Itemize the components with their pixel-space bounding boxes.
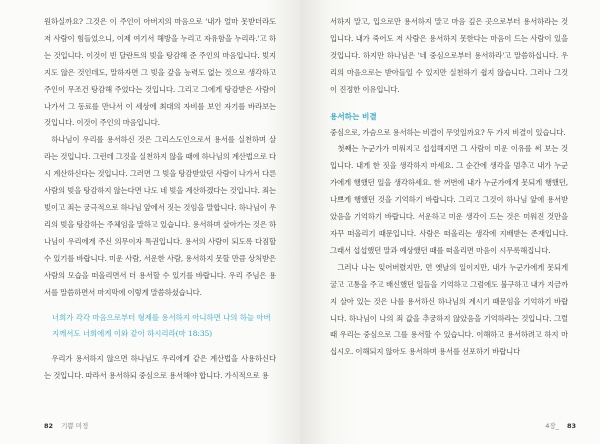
left-paragraph-1: 원하실까요? 그것은 이 주인이 아버지의 마음으로 '내가 얼마 못받더라도 저 사람이 힘들었으니, 이제 여기서 해방을 누리고 자유함을 누리라.'고 하는 것입니다. 이것이 빈 달란트의 빚을 탕감해 준 주인의 마음입니다. 빚지지도 않은 것인데도, 말하자면 그 빚을 갚을 능력도 없는 것으로 생각하고 주인이 무조건 탕감해 주었다는 것입니다. 그리고 그에게 탕감받은 사람이 나가서 그 동료를 만나서 이 세상에 최대의 자비를 보인 자기를 바라보는 것입니다. 이것이 주인의 마음입니다. <box>44 17 276 128</box>
left-page-number: 82 <box>44 422 54 430</box>
left-paragraph-2: 하나님이 우리를 용서하신 것은 그리스도인으로서 용서를 실천하며 살라는 것입니다. 그런데 그것을 실천하지 않을 때에 하나님의 계산법으로 다시 계산하신다는 것입니다. 그러면 그 빚을 탕감받았던 사람이 나가서 다른 사람의 빚을 탕감하지 않는다면 나도 네 빚을 계산하겠다는 것입니다. 죄는 빚이고 죄는 궁극적으로 하나님 앞에서 짓는 것임을 말합니다. 하나님이 우리의 빚을 탕감하는 주체임을 말하고 있습니다. 용서하며 살아가는 것은 하나님이 우리에게 주신 의무이자 특권입니다. 용서의 사람이 되도록 다짐할 수 있기를 바랍니다. 미운 사람, 서운한 사람, 용서하지 못할 만큼 상처받은 사람의 모습을 떠올리면서 더 용서할 수 있기를 바랍니다. 우리 주님은 용서를 말씀하면서 마지막에 이렇게 말씀하셨습니다. <box>44 135 276 297</box>
right-paragraph-1: 서하지 말고, 입으로만 용서하지 말고 마음 깊은 곳으로부터 용서하라는 것입니다. 내가 죽어도 저 사람은 용서하지 못한다는 마음이 드는 사람이 있을 것입니다. 하지만 하나님은 '네 중심으로부터 용서하라'고 말씀하십니다. 우리의 마음으로는 받아들일 수 있지만 실천하기 쉽지 않습니다. 그러나 그것이 진정한 이유입니다. <box>330 17 568 94</box>
spacer <box>44 301 276 310</box>
right-footer <box>545 421 576 430</box>
right-paragraph-4: 그러나 나는 잊어버렸지만, 먼 옛날의 일이지만, 내가 누군가에게 못되게 굴고 고통을 주고 배신했던 일들을 기억하고 그럼에도 불구하고 내가 지금까지 살아 있는 것은 나를 용서하신 하나님의 계시기 때문임을 기억하기 바랍니다. 하나님이 나의 죄 값을 추궁하지 않았음을 기억하라는 것입니다. 그럴 때 우리는 중심으로 그를 용서할 수 있습니다. 이해하고 용서하려고 하지 마십시오. 이해되지 않아도 용서하며 용서를 선포하기 바랍니다 <box>330 262 568 357</box>
right-page <box>300 0 600 444</box>
right-text-block <box>330 14 568 361</box>
left-text-block <box>44 14 276 385</box>
right-paragraph-3: 첫째는 누군가가 미워지고 섭섭해지면 그 사람이 미운 이유를 써 보는 것입니다. 내게 한 짓을 생각하지 마세요. 그 순간에 생각을 멈추고 내가 누군가에게 행했던 일을 생각하세요. 한 꺼번에 내가 누군가에게 못되게 행했던, 나쁘게 행했던 것을 기억하기 바랍니다. 그리고 그것이 하나님 앞에 용서받았음을 기억하기 바랍니다. 서운하고 미운 생각이 드는 것은 미워진 것만을 자꾸 떠올리기 때문입니다. 사람은 떠올리는 생각에 지배받는 존재입니다. 그래서 섭섭했던 말과 예상했던 때를 떠올리면 마음이 시무룩해집니다. <box>330 144 568 255</box>
spacer <box>44 342 276 351</box>
left-footer <box>44 421 88 430</box>
left-paragraph-3: 우리가 용서하지 않으면 하나님도 우리에게 같은 계산법을 사용하신다는 것입니다. 따라서 용서하되 중심으로 용서해야 합니다. 가식적으로 용 <box>44 354 276 381</box>
right-paragraph-2: 중심으로, 가슴으로 용서하는 비결이 무엇일까요? 두 가지 비결이 있습니다. <box>330 127 566 137</box>
right-page-number: 83 <box>566 422 576 430</box>
scripture-quote: 너희가 각각 마음으로부터 형제를 용서하지 아니하면 나의 하늘 아버지께서도 너희에게 이와 같이 하시리라(마 18:35) <box>52 313 271 339</box>
spacer <box>330 99 568 108</box>
chapter-label: 4장_ <box>545 422 559 430</box>
section-heading: 용서하는 비결 <box>330 111 377 121</box>
running-title: 기쁨 미정 <box>61 422 89 430</box>
